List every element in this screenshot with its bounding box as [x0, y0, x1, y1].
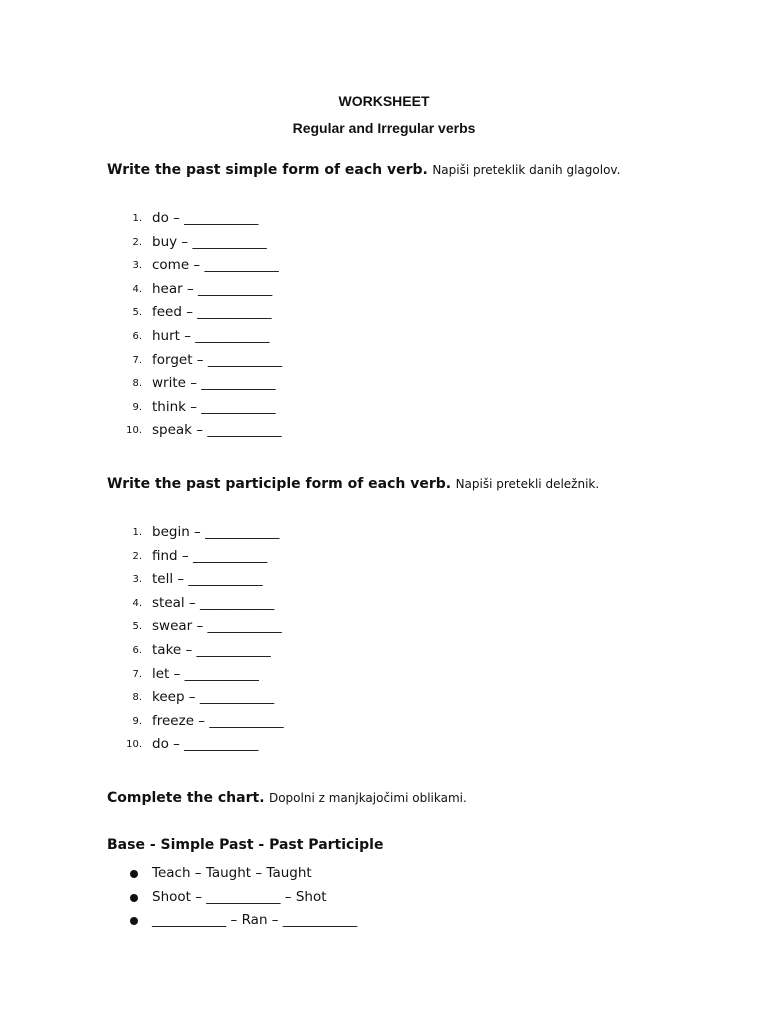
section1-instruction-sl: Napiši preteklik danih glagolov.: [432, 163, 621, 177]
section3-instruction-sl: Dopolni z manjkajočimi oblikami.: [268, 791, 467, 805]
section1-instruction-en: Write the past simple form of each verb.: [107, 162, 428, 178]
item-number: 10.: [126, 425, 142, 437]
list-item: do – ___________: [152, 736, 259, 753]
item-number: 10.: [126, 739, 142, 751]
chart-item: Teach – Taught – Taught: [152, 865, 312, 881]
list-item: keep – ___________: [152, 689, 275, 706]
list-item: write – ___________: [152, 375, 276, 392]
item-number: 5.: [132, 307, 142, 319]
item-number: 2.: [132, 236, 142, 248]
bullet-icon: [130, 894, 138, 902]
list-item: think – ___________: [152, 398, 276, 415]
item-number: 9.: [132, 715, 142, 727]
list-item: find – ___________: [152, 547, 268, 564]
list-item: swear – ___________: [152, 618, 282, 635]
list-item: feed – ___________: [152, 304, 272, 321]
list-item: begin – ___________: [152, 524, 280, 540]
item-number: 4.: [132, 283, 142, 295]
section2-instruction: [107, 476, 599, 492]
list-item: speak – ___________: [152, 422, 282, 439]
item-number: 1.: [132, 527, 142, 538]
list-item: forget – ___________: [152, 351, 283, 368]
item-number: 1.: [132, 213, 142, 224]
list-item: tell – ___________: [152, 571, 263, 588]
list-item: freeze – ___________: [152, 712, 284, 729]
list-item: come – ___________: [152, 257, 279, 274]
chart-item: ___________ – Ran – ___________: [152, 912, 358, 928]
section2-instruction-en: Write the past participle form of each verb.: [107, 476, 452, 492]
item-number: 8.: [132, 378, 142, 390]
item-number: 8.: [132, 692, 142, 704]
chart-heading: Base - Simple Past - Past Participle: [107, 837, 384, 853]
item-number: 3.: [132, 260, 142, 272]
section3-instruction-en: Complete the chart.: [107, 790, 265, 806]
item-number: 9.: [132, 401, 142, 413]
list-item: steal – ___________: [152, 594, 275, 611]
item-number: 6.: [132, 645, 142, 656]
item-number: 2.: [132, 550, 142, 562]
list-item: buy – ___________: [152, 233, 267, 250]
bullet-icon: [130, 870, 138, 878]
section1-instruction: [107, 162, 620, 178]
section2-instruction-sl: Napiši pretekli deležnik.: [455, 477, 600, 491]
item-number: 6.: [132, 331, 142, 342]
list-item: take – ___________: [152, 642, 271, 658]
worksheet-title: WORKSHEET: [338, 93, 430, 109]
item-number: 7.: [132, 354, 142, 366]
list-item: do – ___________: [152, 210, 259, 226]
list-item: hear – ___________: [152, 280, 273, 297]
item-number: 3.: [132, 574, 142, 586]
item-number: 7.: [132, 668, 142, 680]
item-number: 4.: [132, 597, 142, 609]
worksheet-subtitle: Regular and Irregular verbs: [292, 120, 476, 136]
list-item: let – ___________: [152, 665, 259, 682]
item-number: 5.: [132, 621, 142, 633]
list-item: hurt – ___________: [152, 328, 270, 344]
section3-instruction: [107, 790, 467, 806]
bullet-icon: [130, 917, 138, 925]
chart-item: Shoot – ___________ – Shot: [152, 888, 327, 905]
